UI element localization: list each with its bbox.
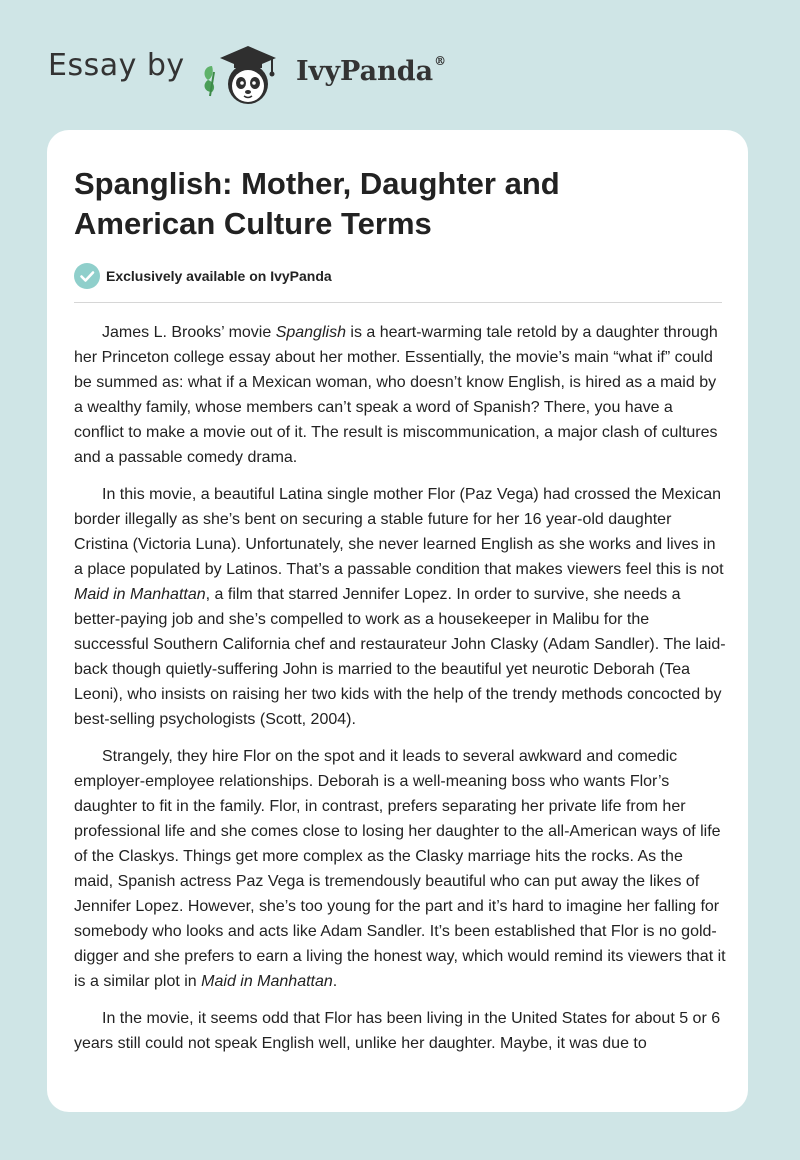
essay-body [74,320,726,1068]
paragraph-1: James L. Brooks’ movie Spanglish is a heart-warming tale retold by a daughter through her Princeton college essay about her mother. Essentially, the movie’s main “what if” could be summed as: what if a Mexican woman, who doesn’t know English, is hired as a maid by a wealthy family, whose members can’t speak a word of Spanish? There, you have a conflict to make a movie out of it. The result is miscommunication, a major clash of cultures and a passable comedy drama. [74,324,718,466]
paragraph-4: In the movie, it seems odd that Flor has been living in the United States for about 5 or 6 years still could not speak English well, unlike her daughter. Maybe, it was due to [74,1010,721,1052]
essay-card [47,130,748,1112]
panda-graduate-icon[interactable] [200,36,295,108]
essay-by-label: Essay by [48,48,185,83]
registered-mark: ® [434,54,447,68]
movie-title: Maid in Manhattan [74,586,206,603]
site-header [0,0,800,120]
check-circle-icon [74,263,100,289]
movie-title: Spanglish [275,324,346,341]
paragraph-2: In this movie, a beautiful Latina single mother Flor (Paz Vega) had crossed the Mexican border illegally as she’s bent on securing a stable future for her 16 year-old daughter Cristina (Victoria Luna). Unfortunately, she never learned English as she works and lives in a place populated by Latinos. That’s a passable condition that makes viewers feel this is not Maid in Manhattan, a film that starred Jennifer Lopez. In order to survive, she needs a better-paying job and she’s compelled to work as a housekeeper in Malibu for the successful Southern California chef and restaurateur John Clasky (Adam Sandler). The laid-back though quietly-suffering John is married to the beautiful yet neurotic Deborah (Tea Leoni), who insists on raising her two kids with the help of the trendy methods concocted by best-selling psychologists (Scott, 2004). [74,486,726,728]
paragraph-3: Strangely, they hire Flor on the spot and it leads to several awkward and comedic employer-employee relationships. Deborah is a well-meaning boss who wants Flor’s daughter to fit in the family. Flor, in contrast, prefers separating her private life from her professional life and she comes close to losing her daughter to the all-American ways of life of the Claskys. Things get more complex as the Clasky marriage hits the rocks. As the maid, Spanish actress Paz Vega is tremendously beautiful who can put away the likes of Jennifer Lopez. However, she’s too young for the part and it’s hard to imagine her falling for somebody who looks and acts like Adam Sandler. It’s been established that Flor is no gold-digger and she prefers to earn a living the honest way, which would remind its viewers that it is a similar plot in Maid in Manhattan. [74,748,726,990]
brand-logo-text[interactable] [296,56,446,87]
divider [74,302,722,303]
brand-name: IvyPanda [296,56,434,87]
exclusive-badge [74,263,332,289]
exclusive-badge-label: Exclusively available on IvyPanda [106,268,332,284]
page-title: Spanglish: Mother, Daughter and American Culture Terms [74,166,560,241]
movie-title: Maid in Manhattan [201,973,333,990]
